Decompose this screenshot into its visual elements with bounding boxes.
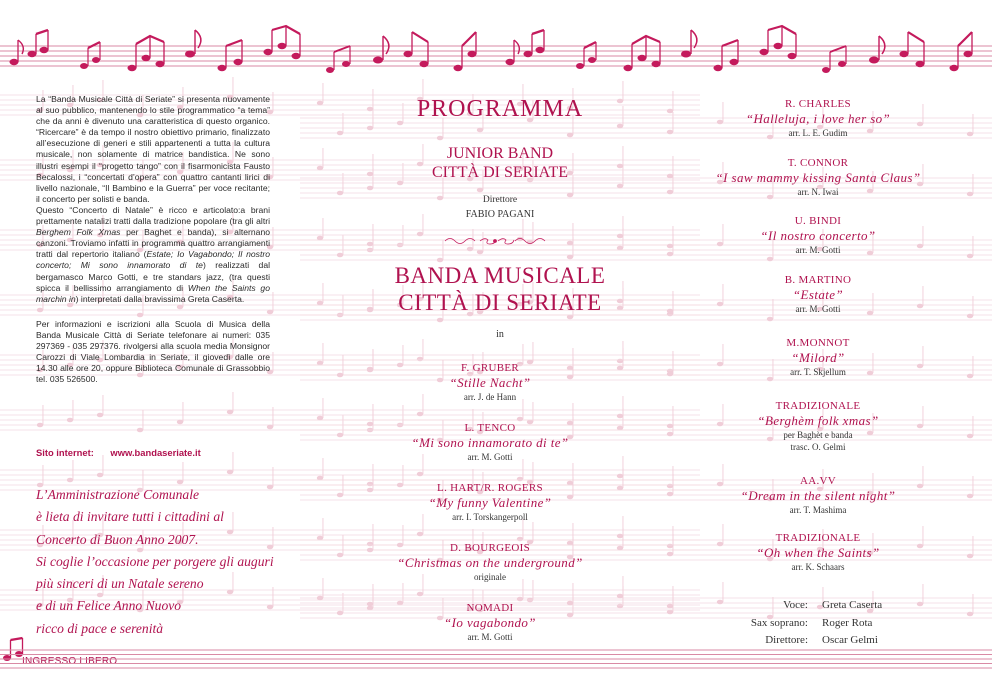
program-composer: T. CONNOR	[787, 157, 849, 169]
invitation-text	[36, 484, 316, 640]
junior-band-title	[340, 144, 660, 182]
main-band-line1: BANDA MUSICALE	[394, 263, 606, 288]
program-item	[658, 336, 978, 378]
director-label: Direttore	[482, 195, 518, 205]
website-line	[36, 447, 201, 458]
junior-band-line2: CITTÀ DI SERIATE	[432, 164, 568, 181]
director-name: FABIO PAGANI	[465, 209, 535, 220]
program-composer: TRADIZIONALE	[775, 400, 861, 412]
program-title: “Berghèm folk xmas”	[757, 413, 879, 428]
credit-role: Direttore:	[765, 634, 808, 646]
credit-name: Roger Rota	[822, 616, 873, 629]
intro-text	[36, 94, 270, 385]
credit-row	[720, 615, 882, 633]
program-composer: L. HART/R. ROGERS	[437, 482, 543, 494]
program-title: “Christmas on the underground”	[397, 555, 583, 570]
program-title: “Dream in the silent night”	[740, 488, 896, 503]
program-composer: AA.VV	[799, 475, 837, 487]
program-arranger: arr. N. Iwai	[797, 187, 839, 197]
program-arranger: originale	[474, 572, 506, 582]
credit-name: Oscar Gelmi	[822, 634, 878, 646]
program-composer: NOMADI	[466, 602, 514, 614]
program-item	[330, 421, 650, 463]
program-title: “Il nostro concerto”	[760, 228, 876, 243]
ornament-divider	[440, 236, 550, 246]
website-label: Sito internet:	[36, 447, 94, 458]
concert-paragraph: Questo “Concerto di Natale” è ricco e articolato:a brani prettamente natalizi tratti dalla tradizione popolare (tra gli altri Berghem Folk Xmas per Baghet e banda), si alternano canzoni. Troviamo infatti in programma quattro arrangiamenti tratti dal repertorio italiano (Estate; Io Vagabondo; Il nostro concerto; Mi sono innamorato di te) realizzati dal bergamasco Marco Gotti, e tre standars jazz, (tra questi spicca il bellissimo arrangiamento di When the Saints go marchin in) interpretati dalla bravissima Greta Caserta.	[36, 204, 271, 304]
program-arranger: arr. K. Schaars	[791, 562, 845, 572]
website-link[interactable]: www.bandaseriate.it	[110, 447, 201, 458]
invitation-line: è lieta di invitare tutti i cittadini al	[36, 509, 224, 525]
program-item	[330, 481, 650, 523]
intro-paragraph: La “Banda Musicale Città di Seriate” si presenta nuovamente al suo pubblico, mantenendo lo stile programmatico “a tema” che da anni è divenuto una caratteristica di questo organico. “Ricercare” è da tempo il nostro obiettivo primario, finalizzato all’esecuzione di generi e stili appartenenti a tutta la cultura musicale, non solamente di matrice bandistica. Ne sono illustri esempi il “progetto tango” con il fisarmonicista Fausto Becalossi, i “concertati d’opera” con quattro cantanti lirici di livello nazionale, “Il Bambino e la Guerra” per voce recitante; il concerto per solisti e banda.	[36, 94, 270, 204]
program-composer: B. MARTINO	[784, 274, 852, 286]
program-title: “I saw mammy kissing Santa Claus”	[715, 170, 921, 185]
program-arranger: arr. M. Gotti	[467, 632, 513, 642]
invitation-line: ricco di pace e serenità	[36, 620, 164, 636]
program-composer: TRADIZIONALE	[775, 532, 861, 544]
program-title: “Estate”	[792, 287, 844, 302]
credits	[720, 597, 882, 650]
program-item	[330, 541, 650, 583]
program-title: “Io vagabondo”	[444, 615, 536, 630]
invitation-line: Concerto di Buon Anno 2007.	[36, 531, 199, 547]
program-composer: F. GRUBER	[460, 362, 520, 374]
program-item	[658, 273, 978, 315]
credit-row	[720, 597, 882, 615]
credit-name: Greta Caserta	[822, 599, 883, 611]
program-arranger: arr. M. Gotti	[795, 304, 841, 314]
contacts-paragraph: Per informazioni e iscrizioni alla Scuola di Musica della Banda Musicale Città di Seriate telefonare ai numeri: 035 297369 - 035 297376. rivolgersi alla scuola media Monsignor Carozzi di Viale Lombardia in Seriate, il giovedì dalle ore 14.30 alle ore 20, oppure Biblioteca Comunale di Grassobbio tel. 035 526500.	[36, 318, 270, 385]
free-entry-label: INGRESSO LIBERO	[22, 656, 118, 667]
program-arranger: arr. T. Skjellum	[790, 367, 846, 377]
junior-band-line1: JUNIOR BAND	[446, 145, 554, 162]
invitation-line: L’Amministrazione Comunale	[36, 487, 199, 502]
program-item	[658, 97, 978, 139]
program-arranger: arr. M. Gotti	[467, 452, 513, 462]
credit-row	[720, 632, 882, 650]
program-composer: R. CHARLES	[785, 98, 851, 110]
program-title: “Oh when the Saints”	[756, 545, 880, 560]
program-arranger: arr. L. E. Gudim	[788, 128, 848, 138]
credit-role: Sax soprano:	[750, 616, 808, 629]
program-item	[658, 531, 978, 573]
program-composer: D. BOURGEOIS	[450, 542, 530, 554]
credit-role: Voce:	[783, 599, 808, 611]
program-item	[658, 214, 978, 256]
in-label: in	[496, 329, 504, 340]
program-item	[658, 156, 978, 198]
program-title: “My funny Valentine”	[428, 495, 552, 510]
program-composer: L. TENCO	[464, 422, 516, 434]
program-arranger: arr. T. Mashima	[789, 505, 847, 515]
program-item	[658, 474, 978, 516]
program-item	[330, 361, 650, 403]
program-arranger: arr. J. de Hann	[463, 392, 517, 402]
invitation-line: e di un Felice Anno Nuovo	[36, 598, 182, 614]
program-composer: M.MONNOT	[786, 337, 850, 349]
program-arranger: arr. I. Torskangerpoll	[452, 512, 528, 522]
program-title: “Halleluja, i love her so”	[745, 111, 891, 126]
main-band-line2: CITTÀ DI SERIATE	[398, 290, 602, 315]
invitation-line: Si coglie l’occasione per porgere gli auguri	[36, 553, 274, 569]
program-arranger: arr. M. Gotti	[795, 245, 841, 255]
program-composer: U. BINDI	[794, 215, 842, 227]
program-title: “Mi sono innamorato di te”	[411, 435, 569, 450]
program-item	[330, 601, 650, 643]
program-arranger-extra: trasc. O. Gelmi	[790, 442, 846, 452]
page-title: PROGRAMMA	[416, 96, 584, 122]
program-item	[658, 399, 978, 453]
program-title: “Milord”	[791, 350, 845, 365]
main-band-title	[340, 262, 660, 316]
invitation-line: più sinceri di un Natale sereno	[36, 576, 204, 592]
program-title: “Stille Nacht”	[449, 375, 531, 390]
program-arranger: per Baghèt e banda	[783, 430, 853, 440]
music-notes-band	[0, 24, 992, 84]
